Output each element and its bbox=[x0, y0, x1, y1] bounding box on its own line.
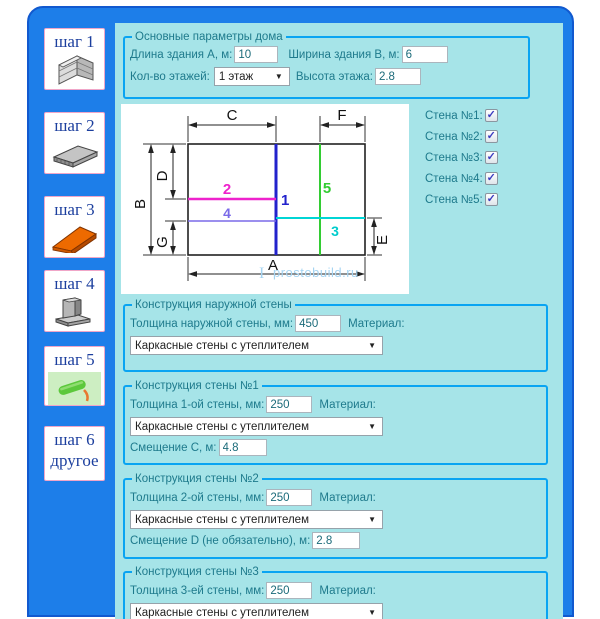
step-3-label: шаг 3 bbox=[54, 200, 95, 219]
wall2-material-value: Каркасные стены с утеплителем bbox=[135, 513, 309, 526]
wall2-offset-label: Смещение D (не обязательно), м: bbox=[130, 534, 311, 547]
brick-corner-icon bbox=[51, 53, 99, 87]
wall1-offset-input[interactable] bbox=[219, 439, 267, 456]
width-label: Ширина здания В, м: bbox=[288, 48, 400, 61]
outer-material-label: Материал: bbox=[348, 317, 405, 330]
wall3-fieldset bbox=[123, 566, 548, 619]
chevron-down-icon: ▼ bbox=[368, 515, 376, 524]
wall2-fieldset bbox=[123, 473, 548, 559]
wall-5-checkbox[interactable] bbox=[485, 193, 498, 206]
outer-thickness-input[interactable] bbox=[295, 315, 341, 332]
step-6-button[interactable] bbox=[44, 426, 105, 481]
wall3-material-value: Каркасные стены с утеплителем bbox=[135, 606, 309, 619]
wall2-thickness-input[interactable] bbox=[266, 489, 312, 506]
dim-label-a: A bbox=[267, 257, 279, 274]
wall3-thickness-label: Толщина 3-ей стены, мм: bbox=[130, 584, 265, 597]
wall-2-checkbox[interactable] bbox=[485, 130, 498, 143]
floors-select-value: 1 этаж bbox=[218, 70, 254, 83]
foundation-slab-icon bbox=[50, 137, 100, 169]
main-panel bbox=[115, 23, 563, 619]
wall1-material-label: Материал: bbox=[319, 398, 376, 411]
step-5-button[interactable] bbox=[44, 346, 105, 406]
wall-label-3: 3 bbox=[331, 223, 339, 239]
dim-label-b: B bbox=[132, 198, 149, 210]
roof-icon bbox=[50, 221, 100, 253]
wall1-fieldset bbox=[123, 380, 548, 465]
wall-1-check-label: Стена №1: bbox=[425, 109, 483, 122]
checkmark-icon: ✓ bbox=[486, 172, 496, 184]
length-label: Длина здания А, м: bbox=[130, 48, 233, 61]
wall-4-check-row[interactable] bbox=[425, 172, 498, 185]
step-6-label: шаг 6 bbox=[54, 430, 95, 449]
wall3-material-label: Материал: bbox=[319, 584, 376, 597]
wall-label-2: 2 bbox=[222, 181, 232, 198]
checkmark-icon: ✓ bbox=[486, 109, 496, 121]
dim-label-f: F bbox=[337, 107, 347, 124]
outer-wall-fieldset bbox=[123, 299, 548, 372]
app-frame bbox=[27, 6, 574, 617]
step-1-button[interactable] bbox=[44, 28, 105, 90]
wall-3-check-label: Стена №3: bbox=[425, 151, 483, 164]
step-6-sublabel: другое bbox=[50, 451, 99, 470]
wall1-offset-label: Смещение С, м: bbox=[130, 441, 217, 454]
outer-wall-legend: Конструкция наружной стены bbox=[135, 299, 292, 311]
wall-5-check-row[interactable] bbox=[425, 193, 498, 206]
wall1-legend: Конструкция стены №1 bbox=[135, 380, 259, 392]
wall-checkbox-list bbox=[425, 109, 498, 206]
watermark-text: prostobuild.ru bbox=[273, 265, 359, 280]
step-3-button[interactable] bbox=[44, 196, 105, 258]
wall3-legend: Конструкция стены №3 bbox=[135, 566, 259, 578]
step-1-label: шаг 1 bbox=[54, 32, 95, 51]
wall-2-check-row[interactable] bbox=[425, 130, 498, 143]
dim-label-e: E bbox=[374, 234, 391, 246]
step-5-label: шаг 5 bbox=[54, 350, 95, 369]
paint-roller-icon bbox=[48, 372, 101, 406]
wall-2-check-label: Стена №2: bbox=[425, 130, 483, 143]
checkmark-icon: ✓ bbox=[486, 193, 496, 205]
checkmark-icon: ✓ bbox=[486, 151, 496, 163]
wall-5-check-label: Стена №5: bbox=[425, 193, 483, 206]
wall-1-checkbox[interactable] bbox=[485, 109, 498, 122]
wall-label-4: 4 bbox=[223, 205, 231, 221]
checkmark-icon: ✓ bbox=[486, 130, 496, 142]
wall2-legend: Конструкция стены №2 bbox=[135, 473, 259, 485]
wall-4-check-label: Стена №4: bbox=[425, 172, 483, 185]
chevron-down-icon: ▼ bbox=[368, 422, 376, 431]
wall1-material-select[interactable] bbox=[130, 417, 383, 436]
basic-params-legend: Основные параметры дома bbox=[135, 31, 283, 43]
outer-thickness-label: Толщина наружной стены, мм: bbox=[130, 317, 294, 330]
step-2-label: шаг 2 bbox=[54, 116, 95, 135]
floor-plan-diagram bbox=[121, 104, 409, 294]
wall2-material-select[interactable] bbox=[130, 510, 383, 529]
wall2-material-label: Материал: bbox=[319, 491, 376, 504]
wall-4-checkbox[interactable] bbox=[485, 172, 498, 185]
step-2-button[interactable] bbox=[44, 112, 105, 174]
wall1-thickness-label: Толщина 1-ой стены, мм: bbox=[130, 398, 265, 411]
wall1-thickness-input[interactable] bbox=[266, 396, 312, 413]
basic-params-fieldset bbox=[123, 31, 530, 99]
wall2-offset-input[interactable] bbox=[312, 532, 360, 549]
wall2-thickness-label: Толщина 2-ой стены, мм: bbox=[130, 491, 265, 504]
wall-label-1: 1 bbox=[281, 192, 290, 209]
wall-label-5: 5 bbox=[322, 180, 332, 197]
outer-material-select[interactable] bbox=[130, 336, 383, 355]
width-input[interactable] bbox=[402, 46, 448, 63]
outer-material-value: Каркасные стены с утеплителем bbox=[135, 339, 309, 352]
chevron-down-icon: ▼ bbox=[368, 608, 376, 617]
wall-3-check-row[interactable] bbox=[425, 151, 498, 164]
chevron-down-icon: ▼ bbox=[368, 341, 376, 350]
wall-1-check-row[interactable] bbox=[425, 109, 498, 122]
floor-height-input[interactable] bbox=[375, 68, 421, 85]
dim-label-d: D bbox=[154, 170, 171, 182]
wall3-thickness-input[interactable] bbox=[266, 582, 312, 599]
wall1-material-value: Каркасные стены с утеплителем bbox=[135, 420, 309, 433]
length-input[interactable] bbox=[234, 46, 278, 63]
lintel-beam-icon bbox=[50, 295, 100, 327]
dim-label-c: C bbox=[226, 107, 238, 124]
step-4-label: шаг 4 bbox=[54, 274, 95, 293]
wall-3-checkbox[interactable] bbox=[485, 151, 498, 164]
chevron-down-icon: ▼ bbox=[274, 72, 283, 81]
floor-height-label: Высота этажа: bbox=[295, 70, 373, 83]
floors-label: Кол-во этажей: bbox=[130, 70, 210, 83]
floors-select[interactable] bbox=[214, 67, 290, 86]
watermark-ibeam-icon: I bbox=[259, 265, 265, 282]
step-4-button[interactable] bbox=[44, 270, 105, 332]
dim-label-g: G bbox=[154, 236, 171, 248]
